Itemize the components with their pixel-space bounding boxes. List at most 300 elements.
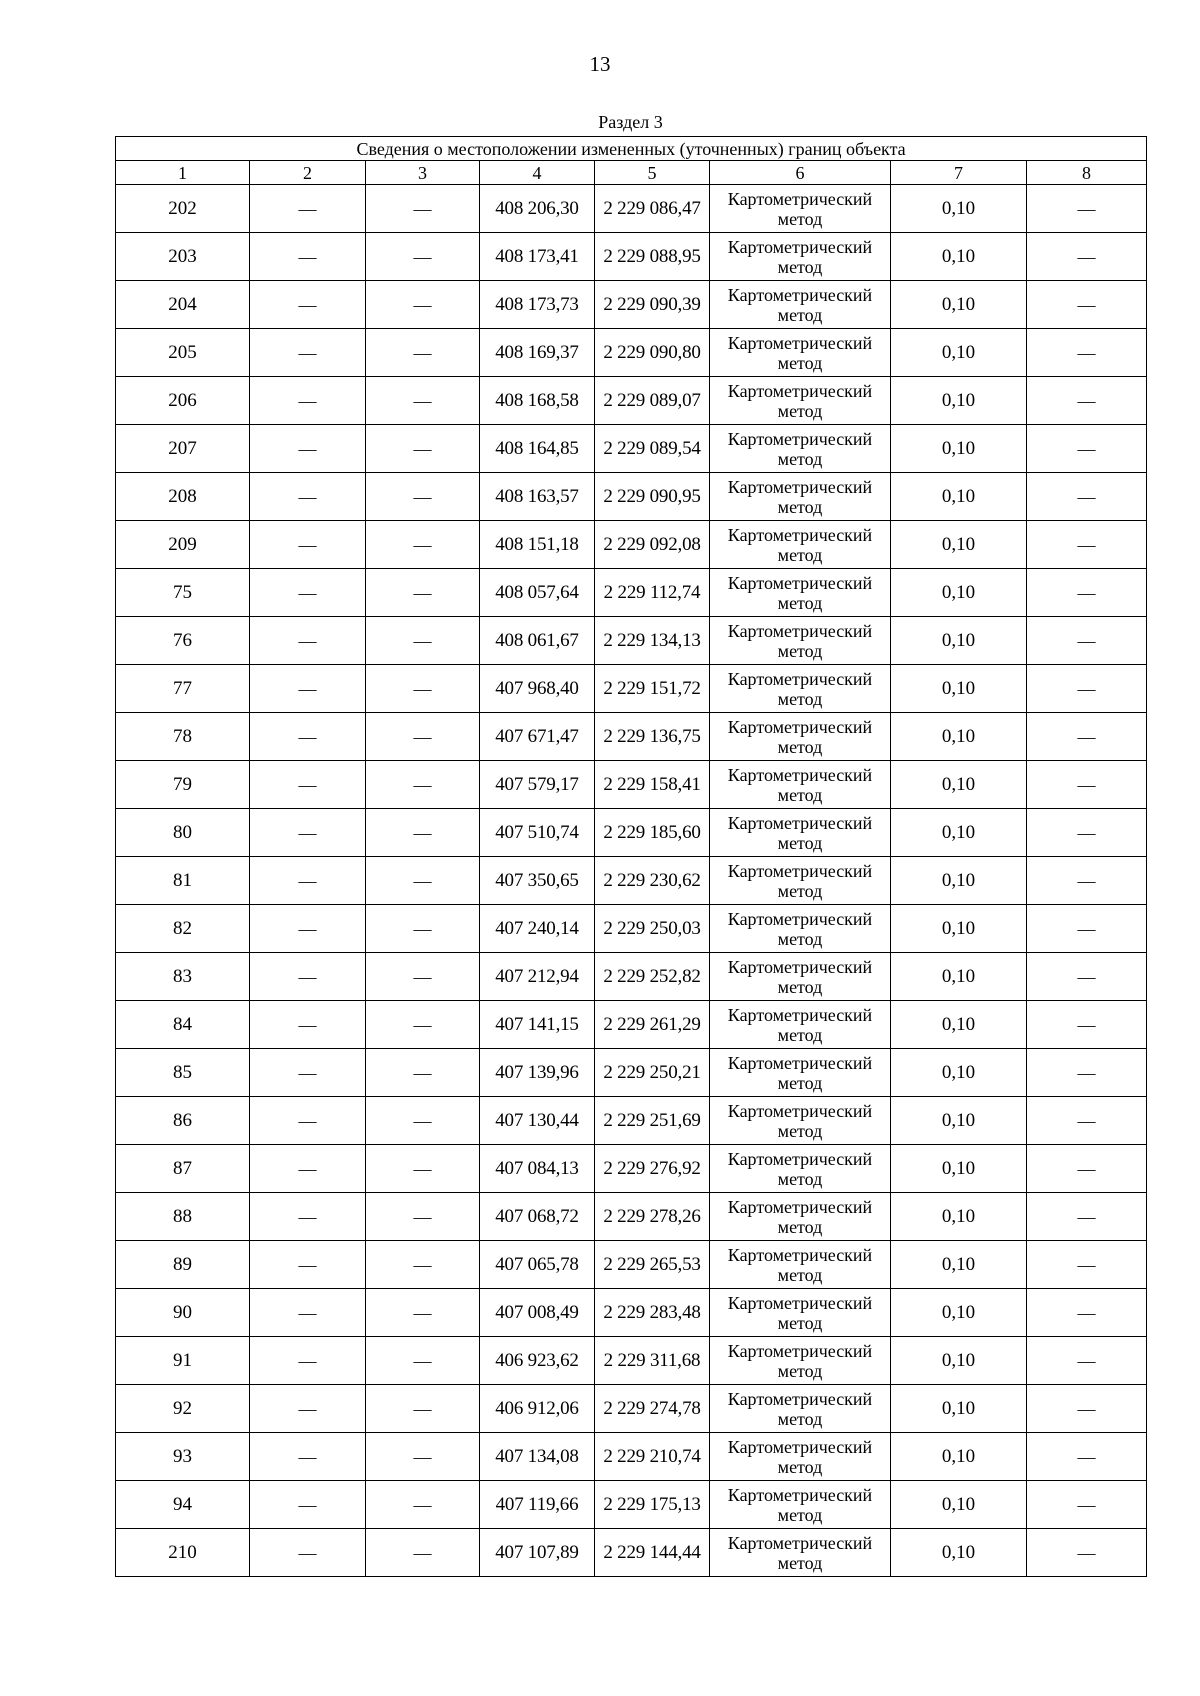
coordinate-x: 408 206,30 — [480, 185, 595, 233]
coordinate-x: 407 671,47 — [480, 713, 595, 761]
cell-col3: — — [366, 281, 480, 329]
accuracy: 0,10 — [891, 1289, 1027, 1337]
method-line-2: метод — [777, 928, 823, 949]
coordinate-y: 2 229 090,80 — [595, 329, 710, 377]
determination-method — [710, 1145, 891, 1193]
cell-col3: — — [366, 473, 480, 521]
column-number: 4 — [480, 161, 595, 185]
cell-col8: — — [1027, 617, 1147, 665]
cell-col8: — — [1027, 953, 1147, 1001]
determination-method — [710, 713, 891, 761]
method-line-2: метод — [777, 880, 823, 901]
method-line-1: Картометрический — [727, 332, 873, 353]
table-row — [116, 329, 1147, 377]
method-line-1: Картометрический — [727, 764, 873, 785]
coordinate-y: 2 229 185,60 — [595, 809, 710, 857]
cell-col3: — — [366, 809, 480, 857]
table-row — [116, 905, 1147, 953]
coordinate-x: 407 084,13 — [480, 1145, 595, 1193]
accuracy: 0,10 — [891, 1097, 1027, 1145]
method-line-2: метод — [777, 1024, 823, 1045]
determination-method — [710, 473, 891, 521]
cell-col3: — — [366, 713, 480, 761]
cell-col8: — — [1027, 185, 1147, 233]
method-line-2: метод — [777, 496, 823, 517]
method-line-1: Картометрический — [727, 380, 873, 401]
cell-col3: — — [366, 521, 480, 569]
coordinate-x: 407 119,66 — [480, 1481, 595, 1529]
coordinate-y: 2 229 210,74 — [595, 1433, 710, 1481]
coordinate-x: 408 057,64 — [480, 569, 595, 617]
point-number: 78 — [116, 713, 250, 761]
method-line-2: метод — [777, 1216, 823, 1237]
cell-col2: — — [250, 809, 366, 857]
coordinate-y: 2 229 261,29 — [595, 1001, 710, 1049]
method-line-2: метод — [777, 400, 823, 421]
accuracy: 0,10 — [891, 1145, 1027, 1193]
cell-col8: — — [1027, 329, 1147, 377]
table-row — [116, 1385, 1147, 1433]
cell-col2: — — [250, 329, 366, 377]
method-line-1: Картометрический — [727, 1484, 873, 1505]
coordinate-x: 407 240,14 — [480, 905, 595, 953]
determination-method — [710, 1433, 891, 1481]
cell-col8: — — [1027, 1289, 1147, 1337]
determination-method — [710, 377, 891, 425]
table-row — [116, 473, 1147, 521]
accuracy: 0,10 — [891, 425, 1027, 473]
cell-col8: — — [1027, 713, 1147, 761]
determination-method — [710, 185, 891, 233]
method-line-2: метод — [777, 448, 823, 469]
cell-col3: — — [366, 1097, 480, 1145]
cell-col2: — — [250, 1481, 366, 1529]
table-row — [116, 569, 1147, 617]
determination-method — [710, 1097, 891, 1145]
table-row — [116, 1337, 1147, 1385]
determination-method — [710, 1481, 891, 1529]
cell-col3: — — [366, 569, 480, 617]
method-line-1: Картометрический — [727, 812, 873, 833]
coordinate-y: 2 229 092,08 — [595, 521, 710, 569]
point-number: 208 — [116, 473, 250, 521]
table-row — [116, 1481, 1147, 1529]
method-line-2: метод — [777, 304, 823, 325]
coordinate-x: 408 164,85 — [480, 425, 595, 473]
method-line-2: метод — [777, 592, 823, 613]
method-line-1: Картометрический — [727, 1244, 873, 1265]
cell-col2: — — [250, 281, 366, 329]
point-number: 79 — [116, 761, 250, 809]
table-row — [116, 713, 1147, 761]
determination-method — [710, 1529, 891, 1577]
point-number: 87 — [116, 1145, 250, 1193]
method-line-1: Картометрический — [727, 1292, 873, 1313]
determination-method — [710, 953, 891, 1001]
determination-method — [710, 617, 891, 665]
point-number: 82 — [116, 905, 250, 953]
table-row — [116, 1529, 1147, 1577]
accuracy: 0,10 — [891, 905, 1027, 953]
cell-col2: — — [250, 1049, 366, 1097]
table-row — [116, 1145, 1147, 1193]
cell-col8: — — [1027, 1385, 1147, 1433]
coordinate-x: 408 173,41 — [480, 233, 595, 281]
coordinate-y: 2 229 265,53 — [595, 1241, 710, 1289]
method-line-2: метод — [777, 640, 823, 661]
coordinate-x: 407 008,49 — [480, 1289, 595, 1337]
cell-col8: — — [1027, 857, 1147, 905]
coordinate-y: 2 229 089,54 — [595, 425, 710, 473]
method-line-2: метод — [777, 1552, 823, 1573]
cell-col8: — — [1027, 761, 1147, 809]
cell-col3: — — [366, 857, 480, 905]
method-line-1: Картометрический — [727, 860, 873, 881]
cell-col8: — — [1027, 569, 1147, 617]
coordinate-y: 2 229 088,95 — [595, 233, 710, 281]
coordinate-y: 2 229 086,47 — [595, 185, 710, 233]
coordinate-y: 2 229 112,74 — [595, 569, 710, 617]
cell-col2: — — [250, 521, 366, 569]
cell-col8: — — [1027, 281, 1147, 329]
method-line-1: Картометрический — [727, 572, 873, 593]
column-number: 2 — [250, 161, 366, 185]
table-row — [116, 1097, 1147, 1145]
table-row — [116, 665, 1147, 713]
determination-method — [710, 1385, 891, 1433]
section-caption: Раздел 3 — [598, 112, 663, 132]
coordinate-x: 407 107,89 — [480, 1529, 595, 1577]
accuracy: 0,10 — [891, 809, 1027, 857]
coordinate-x: 407 134,08 — [480, 1433, 595, 1481]
method-line-2: метод — [777, 352, 823, 373]
method-line-1: Картометрический — [727, 1340, 873, 1361]
coordinate-y: 2 229 283,48 — [595, 1289, 710, 1337]
cell-col3: — — [366, 1529, 480, 1577]
method-line-2: метод — [777, 784, 823, 805]
cell-col2: — — [250, 473, 366, 521]
point-number: 207 — [116, 425, 250, 473]
column-number: 7 — [891, 161, 1027, 185]
coordinate-x: 407 350,65 — [480, 857, 595, 905]
coordinate-x: 407 510,74 — [480, 809, 595, 857]
coordinate-x: 408 169,37 — [480, 329, 595, 377]
determination-method — [710, 809, 891, 857]
cell-col8: — — [1027, 1241, 1147, 1289]
point-number: 85 — [116, 1049, 250, 1097]
table-title-row — [116, 137, 1147, 161]
determination-method — [710, 1337, 891, 1385]
point-number: 77 — [116, 665, 250, 713]
cell-col2: — — [250, 1433, 366, 1481]
coordinate-x: 406 912,06 — [480, 1385, 595, 1433]
point-number: 91 — [116, 1337, 250, 1385]
method-line-1: Картометрический — [727, 236, 873, 257]
table-row — [116, 617, 1147, 665]
cell-col2: — — [250, 377, 366, 425]
point-number: 210 — [116, 1529, 250, 1577]
coordinate-x: 407 968,40 — [480, 665, 595, 713]
coordinate-y: 2 229 250,21 — [595, 1049, 710, 1097]
cell-col8: — — [1027, 1049, 1147, 1097]
method-line-1: Картометрический — [727, 956, 873, 977]
accuracy: 0,10 — [891, 953, 1027, 1001]
table-row — [116, 953, 1147, 1001]
method-line-2: метод — [777, 1312, 823, 1333]
boundary-coordinates-table — [115, 136, 1147, 1577]
method-line-1: Картометрический — [727, 1388, 873, 1409]
determination-method — [710, 1049, 891, 1097]
point-number: 84 — [116, 1001, 250, 1049]
cell-col2: — — [250, 761, 366, 809]
cell-col2: — — [250, 857, 366, 905]
coordinate-y: 2 229 311,68 — [595, 1337, 710, 1385]
coordinate-x: 407 065,78 — [480, 1241, 595, 1289]
accuracy: 0,10 — [891, 1385, 1027, 1433]
determination-method — [710, 1001, 891, 1049]
method-line-2: метод — [777, 688, 823, 709]
accuracy: 0,10 — [891, 569, 1027, 617]
point-number: 205 — [116, 329, 250, 377]
cell-col8: — — [1027, 1097, 1147, 1145]
accuracy: 0,10 — [891, 521, 1027, 569]
cell-col2: — — [250, 425, 366, 473]
method-line-1: Картометрический — [727, 1148, 873, 1169]
coordinate-x: 407 141,15 — [480, 1001, 595, 1049]
cell-col3: — — [366, 1193, 480, 1241]
coordinate-y: 2 229 144,44 — [595, 1529, 710, 1577]
coordinate-x: 408 151,18 — [480, 521, 595, 569]
accuracy: 0,10 — [891, 665, 1027, 713]
cell-col8: — — [1027, 1193, 1147, 1241]
cell-col2: — — [250, 1289, 366, 1337]
method-line-1: Картометрический — [727, 1436, 873, 1457]
coordinate-y: 2 229 136,75 — [595, 713, 710, 761]
table-row — [116, 233, 1147, 281]
column-number: 6 — [710, 161, 891, 185]
cell-col2: — — [250, 233, 366, 281]
method-line-2: метод — [777, 832, 823, 853]
cell-col3: — — [366, 377, 480, 425]
method-line-2: метод — [777, 1456, 823, 1477]
table-row — [116, 761, 1147, 809]
method-line-2: метод — [777, 1408, 823, 1429]
method-line-1: Картометрический — [727, 1052, 873, 1073]
table-row — [116, 1193, 1147, 1241]
column-number: 1 — [116, 161, 250, 185]
cell-col2: — — [250, 1385, 366, 1433]
coordinate-y: 2 229 175,13 — [595, 1481, 710, 1529]
accuracy: 0,10 — [891, 473, 1027, 521]
coordinate-y: 2 229 134,13 — [595, 617, 710, 665]
cell-col3: — — [366, 761, 480, 809]
cell-col3: — — [366, 425, 480, 473]
table-row — [116, 1001, 1147, 1049]
page-number: 13 — [589, 52, 611, 76]
coordinate-y: 2 229 278,26 — [595, 1193, 710, 1241]
cell-col2: — — [250, 185, 366, 233]
point-number: 83 — [116, 953, 250, 1001]
method-line-1: Картометрический — [727, 1196, 873, 1217]
cell-col3: — — [366, 905, 480, 953]
coordinate-y: 2 229 089,07 — [595, 377, 710, 425]
method-line-1: Картометрический — [727, 908, 873, 929]
accuracy: 0,10 — [891, 1481, 1027, 1529]
method-line-1: Картометрический — [727, 1100, 873, 1121]
accuracy: 0,10 — [891, 1337, 1027, 1385]
coordinate-y: 2 229 090,39 — [595, 281, 710, 329]
cell-col3: — — [366, 1049, 480, 1097]
point-number: 90 — [116, 1289, 250, 1337]
method-line-2: метод — [777, 1168, 823, 1189]
cell-col3: — — [366, 1385, 480, 1433]
coordinate-y: 2 229 252,82 — [595, 953, 710, 1001]
determination-method — [710, 905, 891, 953]
accuracy: 0,10 — [891, 1193, 1027, 1241]
accuracy: 0,10 — [891, 1529, 1027, 1577]
accuracy: 0,10 — [891, 281, 1027, 329]
cell-col3: — — [366, 617, 480, 665]
cell-col3: — — [366, 1289, 480, 1337]
cell-col2: — — [250, 953, 366, 1001]
method-line-1: Картометрический — [727, 716, 873, 737]
cell-col3: — — [366, 233, 480, 281]
table-row — [116, 1241, 1147, 1289]
table-row — [116, 281, 1147, 329]
determination-method — [710, 233, 891, 281]
accuracy: 0,10 — [891, 233, 1027, 281]
point-number: 202 — [116, 185, 250, 233]
accuracy: 0,10 — [891, 1049, 1027, 1097]
coordinate-y: 2 229 151,72 — [595, 665, 710, 713]
determination-method — [710, 1241, 891, 1289]
cell-col8: — — [1027, 809, 1147, 857]
coordinate-x: 408 163,57 — [480, 473, 595, 521]
cell-col8: — — [1027, 377, 1147, 425]
coordinate-x: 407 579,17 — [480, 761, 595, 809]
cell-col3: — — [366, 1241, 480, 1289]
point-number: 80 — [116, 809, 250, 857]
cell-col2: — — [250, 1097, 366, 1145]
column-number: 8 — [1027, 161, 1147, 185]
method-line-1: Картометрический — [727, 524, 873, 545]
cell-col8: — — [1027, 665, 1147, 713]
coordinate-y: 2 229 276,92 — [595, 1145, 710, 1193]
cell-col2: — — [250, 569, 366, 617]
cell-col2: — — [250, 1241, 366, 1289]
cell-col3: — — [366, 1433, 480, 1481]
method-line-2: метод — [777, 1360, 823, 1381]
accuracy: 0,10 — [891, 377, 1027, 425]
cell-col2: — — [250, 713, 366, 761]
point-number: 88 — [116, 1193, 250, 1241]
method-line-2: метод — [777, 976, 823, 997]
table-row — [116, 857, 1147, 905]
method-line-2: метод — [777, 1120, 823, 1141]
determination-method — [710, 281, 891, 329]
cell-col2: — — [250, 1529, 366, 1577]
table-row — [116, 377, 1147, 425]
cell-col8: — — [1027, 425, 1147, 473]
point-number: 89 — [116, 1241, 250, 1289]
table-row — [116, 1433, 1147, 1481]
coordinate-x: 408 173,73 — [480, 281, 595, 329]
point-number: 203 — [116, 233, 250, 281]
cell-col8: — — [1027, 1337, 1147, 1385]
cell-col3: — — [366, 1145, 480, 1193]
table-title: Сведения о местоположении измененных (уточненных) границ объекта — [116, 137, 1147, 161]
cell-col8: — — [1027, 1529, 1147, 1577]
method-line-2: метод — [777, 544, 823, 565]
method-line-1: Картометрический — [727, 620, 873, 641]
method-line-2: метод — [777, 256, 823, 277]
coordinate-x: 407 068,72 — [480, 1193, 595, 1241]
cell-col8: — — [1027, 233, 1147, 281]
point-number: 92 — [116, 1385, 250, 1433]
cell-col3: — — [366, 329, 480, 377]
method-line-1: Картометрический — [727, 428, 873, 449]
cell-col2: — — [250, 665, 366, 713]
table-row — [116, 185, 1147, 233]
coordinate-y: 2 229 251,69 — [595, 1097, 710, 1145]
table-row — [116, 1289, 1147, 1337]
accuracy: 0,10 — [891, 1241, 1027, 1289]
cell-col3: — — [366, 1337, 480, 1385]
cell-col3: — — [366, 185, 480, 233]
accuracy: 0,10 — [891, 185, 1027, 233]
column-number: 3 — [366, 161, 480, 185]
coordinate-x: 408 168,58 — [480, 377, 595, 425]
cell-col3: — — [366, 665, 480, 713]
determination-method — [710, 569, 891, 617]
accuracy: 0,10 — [891, 329, 1027, 377]
determination-method — [710, 857, 891, 905]
point-number: 76 — [116, 617, 250, 665]
coordinate-x: 407 212,94 — [480, 953, 595, 1001]
cell-col2: — — [250, 1145, 366, 1193]
determination-method — [710, 1289, 891, 1337]
determination-method — [710, 329, 891, 377]
determination-method — [710, 425, 891, 473]
method-line-1: Картометрический — [727, 284, 873, 305]
accuracy: 0,10 — [891, 617, 1027, 665]
determination-method — [710, 665, 891, 713]
method-line-1: Картометрический — [727, 1004, 873, 1025]
accuracy: 0,10 — [891, 761, 1027, 809]
point-number: 206 — [116, 377, 250, 425]
coordinate-y: 2 229 230,62 — [595, 857, 710, 905]
point-number: 94 — [116, 1481, 250, 1529]
table-row — [116, 521, 1147, 569]
point-number: 86 — [116, 1097, 250, 1145]
accuracy: 0,10 — [891, 1433, 1027, 1481]
coordinate-y: 2 229 158,41 — [595, 761, 710, 809]
column-number-row — [116, 161, 1147, 185]
table-row — [116, 1049, 1147, 1097]
cell-col3: — — [366, 1481, 480, 1529]
accuracy: 0,10 — [891, 857, 1027, 905]
cell-col8: — — [1027, 905, 1147, 953]
determination-method — [710, 1193, 891, 1241]
method-line-1: Картометрический — [727, 476, 873, 497]
coordinate-x: 406 923,62 — [480, 1337, 595, 1385]
coordinate-y: 2 229 090,95 — [595, 473, 710, 521]
determination-method — [710, 521, 891, 569]
point-number: 204 — [116, 281, 250, 329]
table-row — [116, 425, 1147, 473]
method-line-2: метод — [777, 208, 823, 229]
method-line-1: Картометрический — [727, 668, 873, 689]
